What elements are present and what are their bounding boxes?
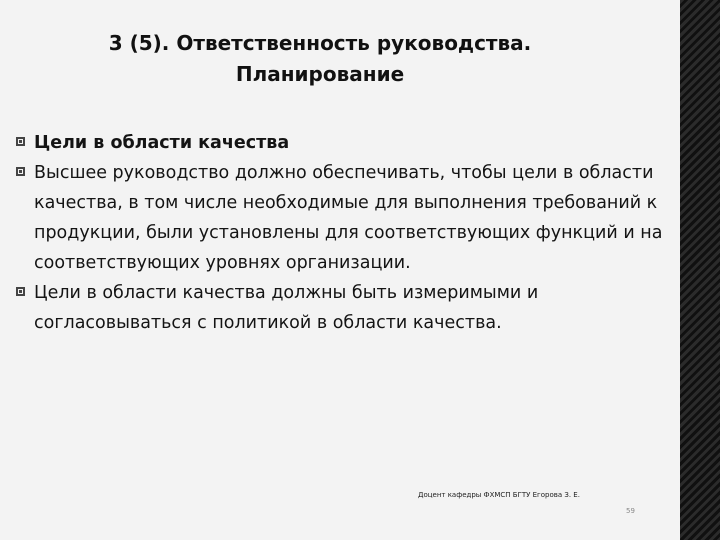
list-item-text: Цели в области качества [34,133,290,153]
page-number: 59 [626,507,635,515]
slide-title-line-2: Планирование [235,62,405,86]
slide-title-line-1: 3 (5). Ответственность руководства. [108,31,532,55]
list-item-text: Цели в области качества должны быть измеримыми и согласовываться с политикой в области качества. [34,283,539,333]
decorative-stripe-edge [680,0,720,540]
bullet-list [16,128,666,338]
square-bullet-icon [16,167,25,176]
list-item [16,278,666,338]
list-item [16,128,666,158]
list-item [16,158,666,278]
square-bullet-icon [16,287,25,296]
list-item-text: Высшее руководство должно обеспечивать, чтобы цели в области качества, в том числе необходимые для выполнения требований к продукции, были установлены для соответствующих функций и на соответствующих уровнях организации. [34,163,663,273]
slide-title [60,28,580,90]
footer-author: Доцент кафедры ФХМСП БГТУ Егорова З. Е. [418,491,580,499]
square-bullet-icon [16,137,25,146]
